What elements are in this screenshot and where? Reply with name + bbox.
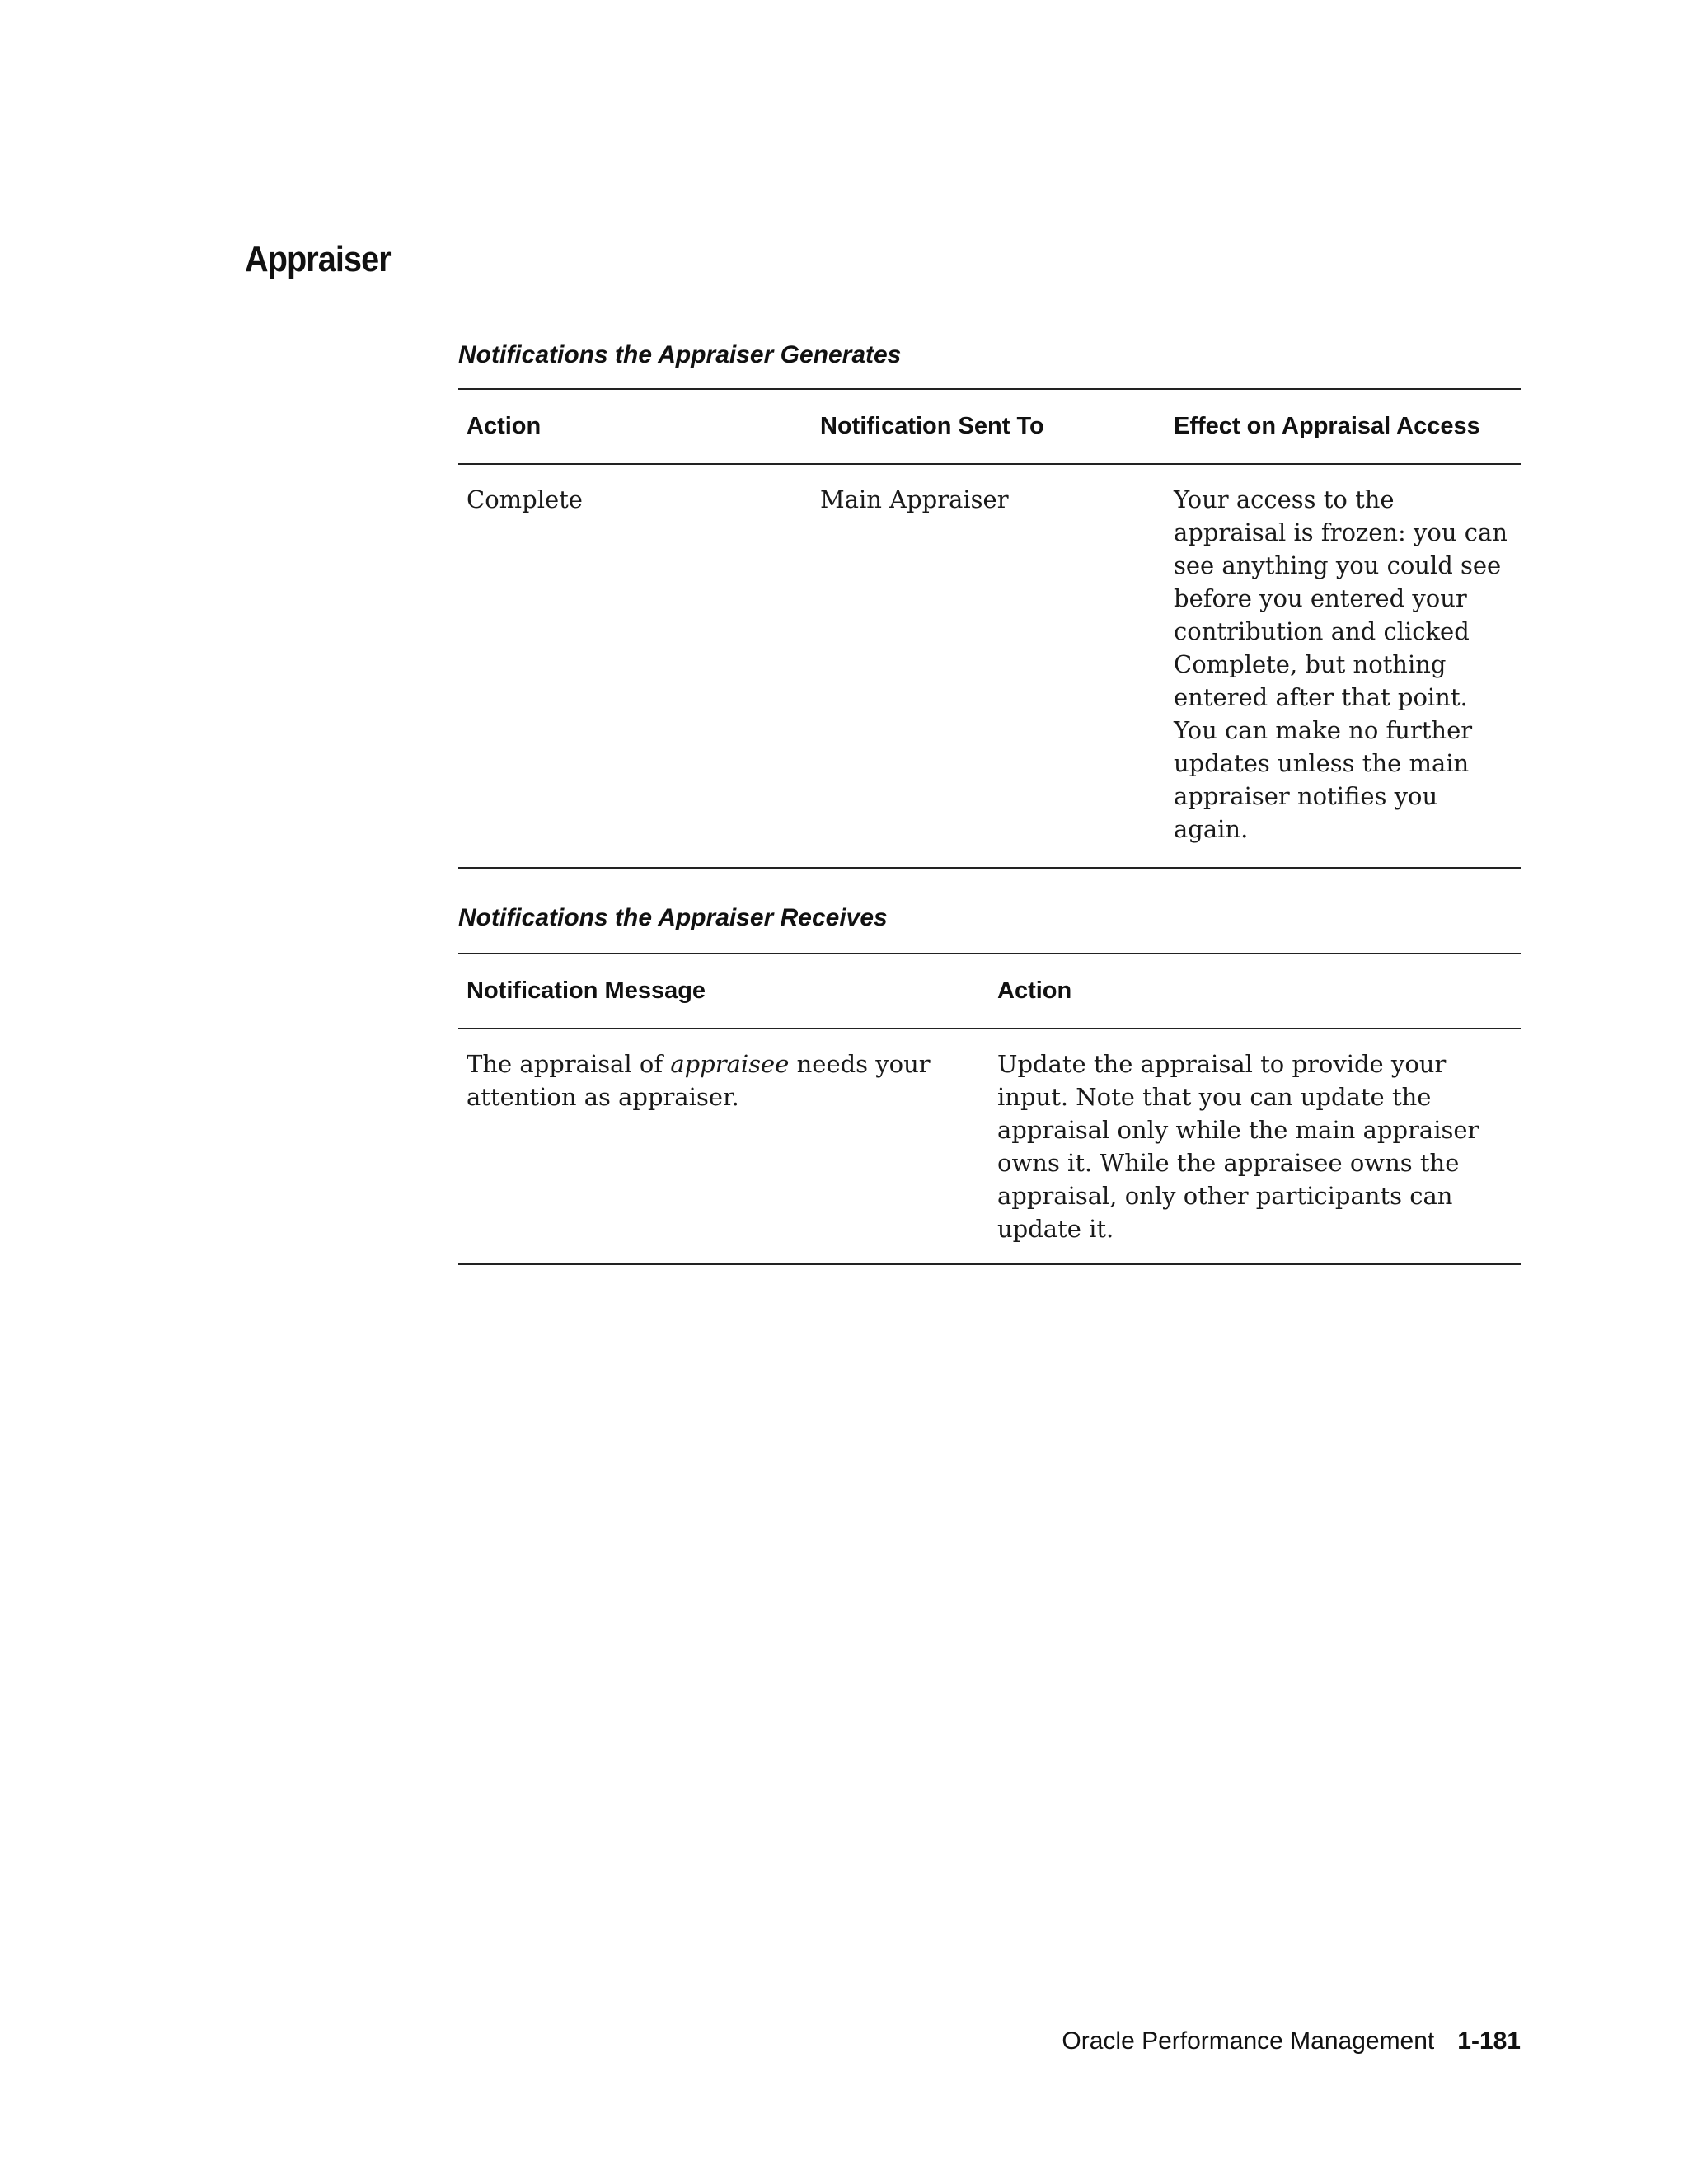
page-number: 1-181 [1457, 2027, 1521, 2055]
column-header-action: Action [458, 389, 812, 464]
table-row [458, 1029, 1521, 1264]
column-header-effect: Effect on Appraisal Access [1165, 389, 1521, 464]
table-header-row [458, 389, 1521, 464]
page-title: Appraiser [245, 239, 391, 279]
cell-effect: Your access to the appraisal is frozen: you can see anything you could see before you entered your contribution and clicked Complete, but nothing entered after that point. You can make no further updates unless the main appraiser notifies you again. [1165, 464, 1521, 868]
table-row [458, 464, 1521, 868]
generates-table [458, 388, 1521, 869]
cell-action: Update the appraisal to provide your input. Note that you can update the appraisal only while the main appraiser owns it. While the appraisee owns the appraisal, only other participants can update it. [989, 1029, 1521, 1264]
message-text-after: needs your attention as appraiser. [467, 1050, 931, 1111]
page-footer [1062, 2027, 1521, 2055]
table-header-row [458, 954, 1521, 1029]
cell-sent-to: Main Appraiser [812, 464, 1165, 868]
receives-table [458, 953, 1521, 1265]
column-header-action: Action [989, 954, 1521, 1029]
column-header-sent-to: Notification Sent To [812, 389, 1165, 464]
footer-title: Oracle Performance Management [1062, 2027, 1435, 2055]
receives-table-caption: Notifications the Appraiser Receives [458, 904, 888, 931]
message-text-before: The appraisal of [467, 1050, 671, 1078]
column-header-message: Notification Message [458, 954, 989, 1029]
generates-table-caption: Notifications the Appraiser Generates [458, 341, 902, 368]
cell-action: Complete [458, 464, 812, 868]
message-text-italic: appraisee [670, 1050, 790, 1078]
cell-message [458, 1029, 989, 1264]
